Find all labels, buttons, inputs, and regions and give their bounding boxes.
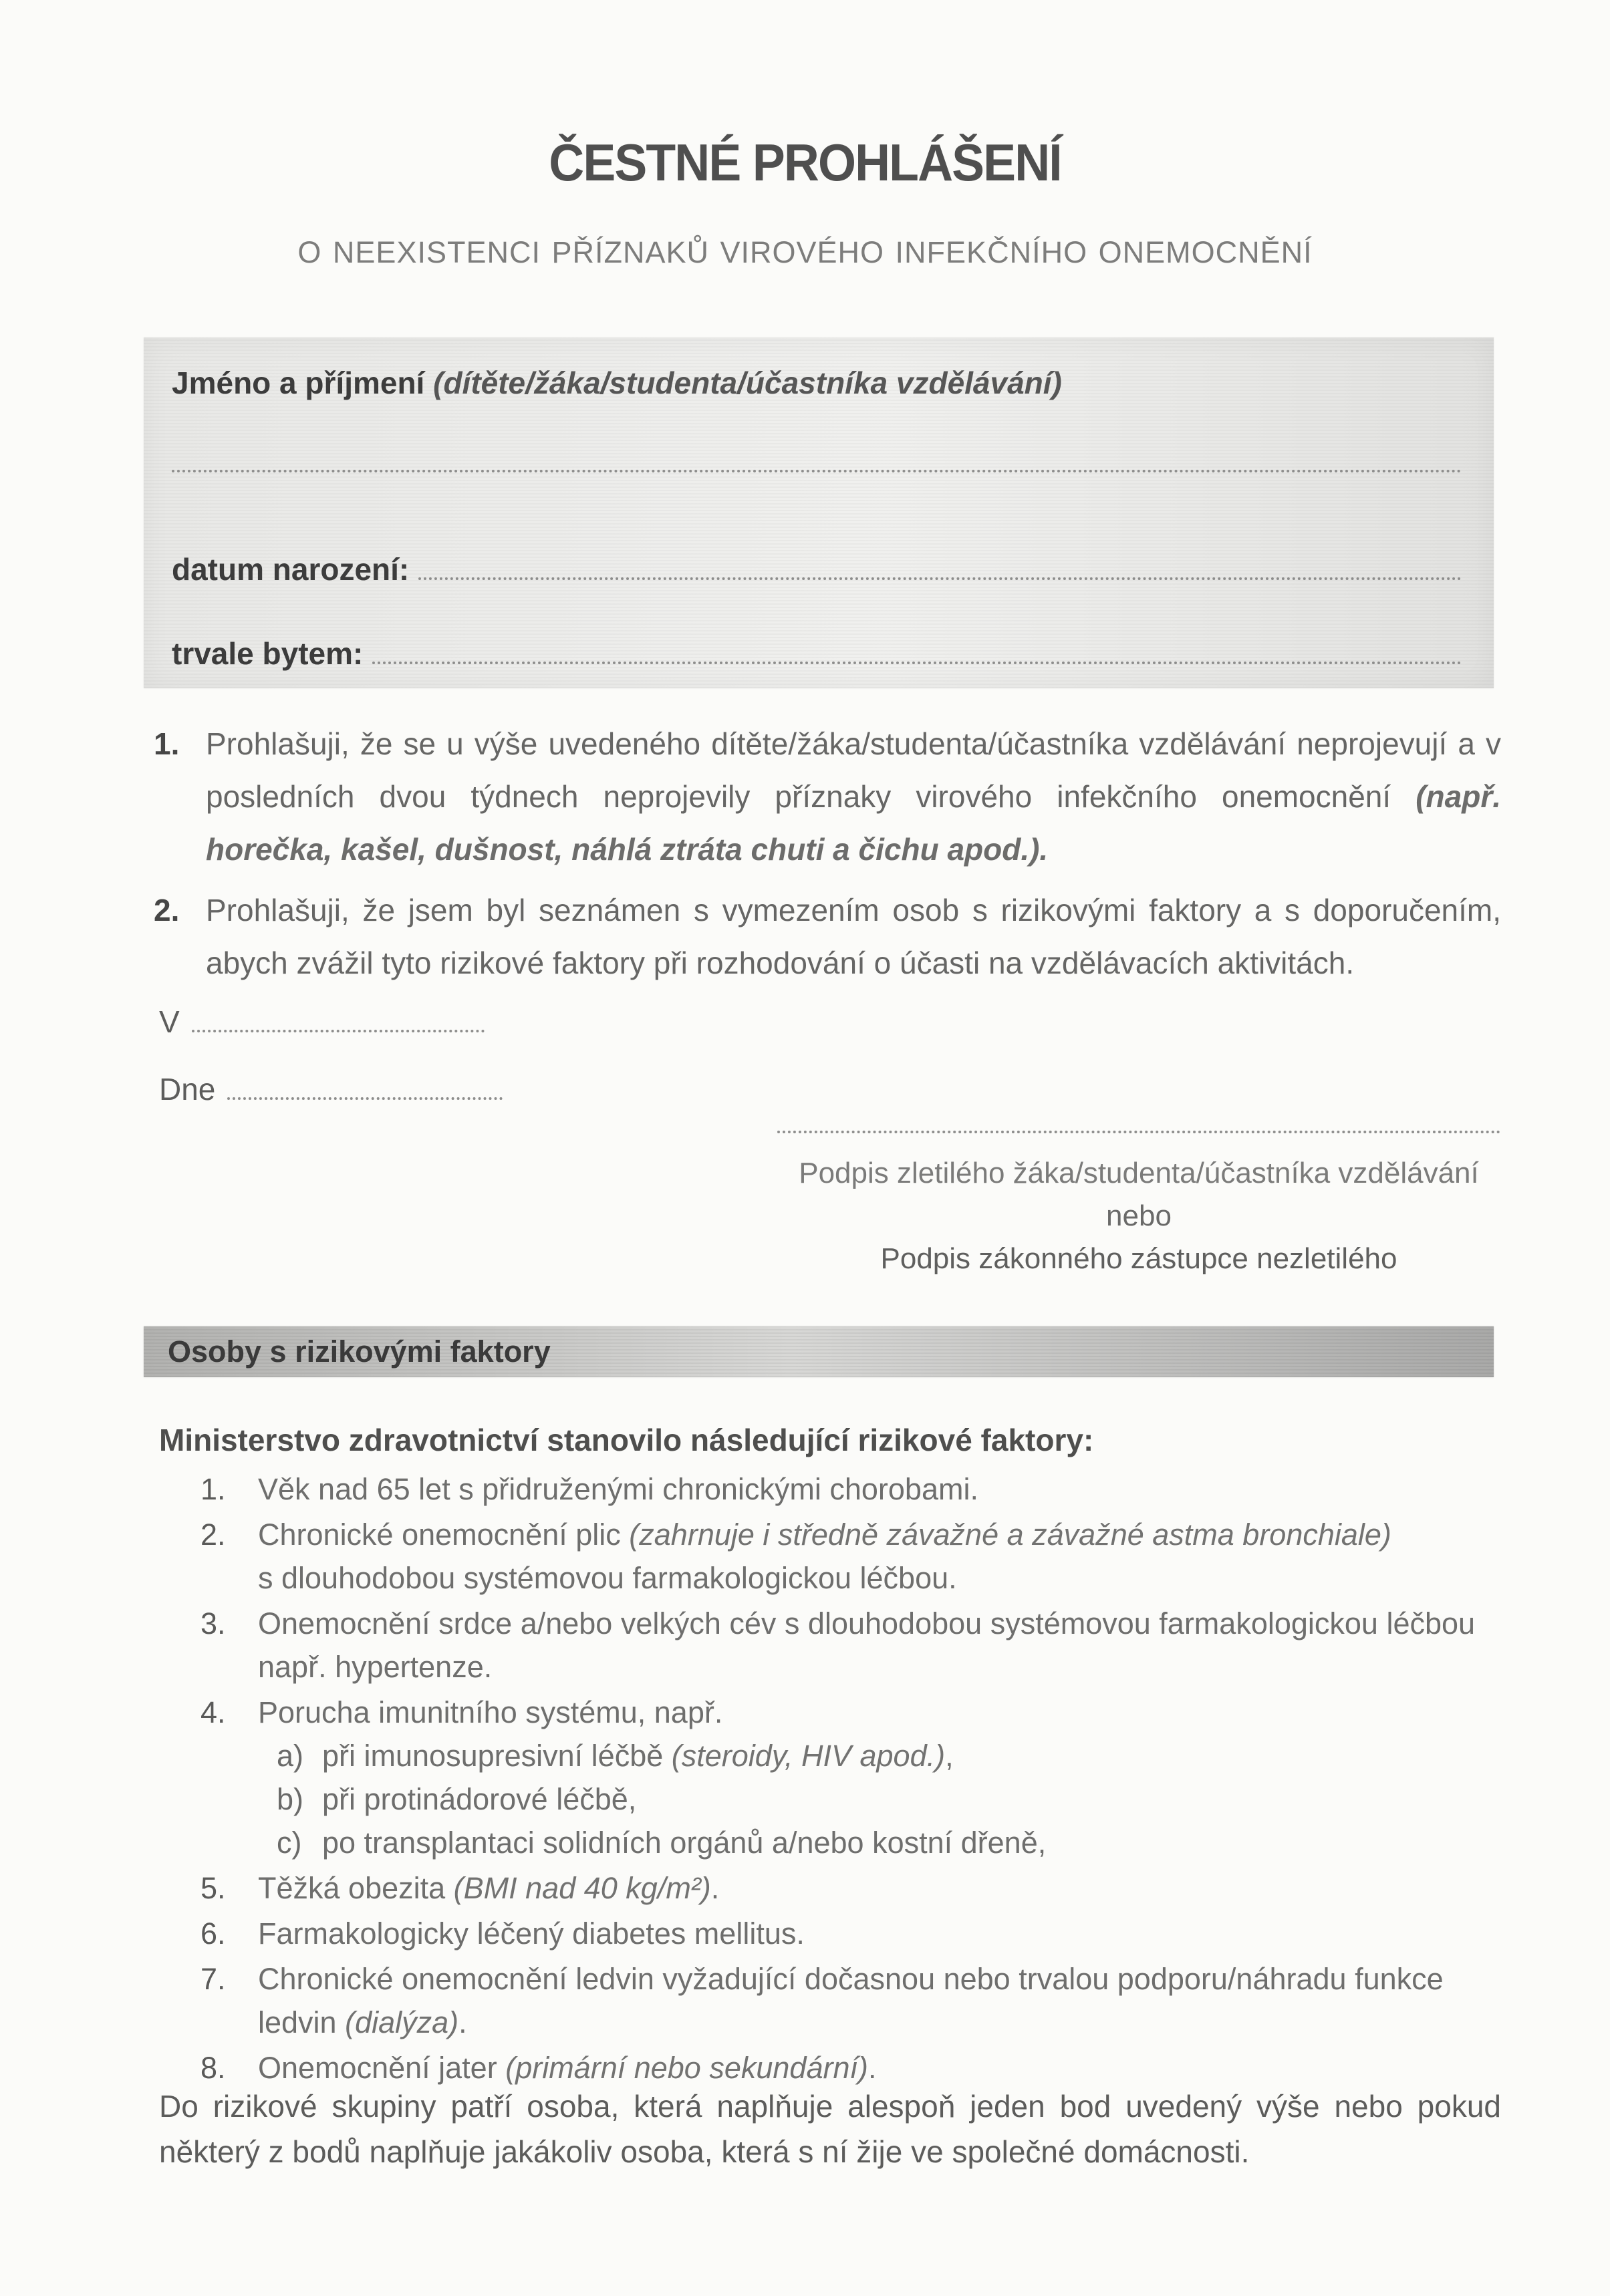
risk-section-header-bar [144, 1326, 1494, 1377]
risk-item-text-cont: např. hypertenze. [258, 1650, 493, 1684]
place-input-line[interactable] [192, 1007, 485, 1032]
risk-item-7 [200, 1957, 1501, 2044]
risk-item-text-cont: . [867, 2051, 877, 2085]
risk-subitem-text-note: (steroidy, HIV apod.) [671, 1739, 946, 1773]
declaration-item-1 [154, 718, 1501, 876]
risk-subitem-text-cont: , [945, 1739, 954, 1773]
page-subtitle: O NEEXISTENCI PŘÍZNAKŮ VIROVÉHO INFEKČNÍHO ONEMOCNĚNÍ [297, 235, 1313, 269]
risk-subitem-text-main: při protinádorové léčbě, [322, 1782, 637, 1816]
risk-item-text-end: . [458, 2005, 467, 2039]
declaration-item-2 [154, 884, 1501, 990]
declaration-text-note: (např. horečka, kašel, dušnost, náhlá ztráta chuti a čichu apod.). [206, 779, 1501, 867]
risk-subitem-text [322, 1821, 1501, 1864]
risk-subitem-text [322, 1777, 1501, 1821]
risk-section-header: Osoby s rizikovými faktory [168, 1334, 551, 1369]
risk-item-2 [200, 1513, 1501, 1600]
date-input-line[interactable] [227, 1074, 503, 1100]
risk-item-text-main: Věk nad 65 let s přidruženými chronickými chorobami. [258, 1472, 978, 1506]
risk-subitem-a [277, 1734, 1501, 1777]
risk-item-text-cont: s dlouhodobou systémovou farmakologickou léčbou. [258, 1561, 957, 1595]
risk-item-text-main: Farmakologicky léčený diabetes mellitus. [258, 1916, 805, 1951]
signature-caption-adult: Podpis zletilého žáka/studenta/účastníka vzdělávání [799, 1157, 1479, 1189]
birth-date-label: datum narození: [172, 552, 410, 587]
declaration-text-main: Prohlašuji, že se u výše uvedeného dítěte/žáka/studenta/účastníka vzdělávání neprojevují a v posledních dvou týdnech neprojevily příznaky virového infekčního onemocnění [206, 726, 1501, 814]
risk-item-number: 8. [200, 2051, 226, 2085]
risk-item-4 [200, 1691, 1501, 1864]
address-input-line[interactable] [372, 637, 1462, 664]
risk-item-text-main: Onemocnění srdce a/nebo velkých cév s dlouhodobou systémovou farmakologickou léčbou [258, 1606, 1476, 1640]
risk-subitem-letter: c) [277, 1826, 302, 1860]
risk-item-number: 5. [200, 1871, 226, 1905]
place-row [159, 1004, 485, 1040]
risk-item-text-cont: ledvin [258, 2005, 346, 2039]
risk-item-text [258, 1513, 1501, 1600]
name-label-row [172, 363, 1462, 403]
risk-item-number: 7. [200, 1962, 226, 1996]
signature-or-label: nebo [1106, 1199, 1172, 1232]
risk-subitem-letter: a) [277, 1739, 304, 1773]
risk-item-1 [200, 1467, 1501, 1511]
risk-item-text-note: (BMI nad 40 kg/m²) [453, 1871, 711, 1905]
risk-group-footer-paragraph: Do rizikové skupiny patří osoba, která naplňuje alespoň jeden bod uvedený výše nebo pokud některý z bodů naplňuje jakákoliv osoba, která s ní žije ve společné domácnosti. [159, 2089, 1501, 2169]
declaration-list [154, 718, 1501, 998]
risk-item-text-main: Chronické onemocnění ledvin vyžadující dočasnou nebo trvalou podporu/náhradu funkce [258, 1962, 1444, 1996]
risk-subitem-text-main: po transplantaci solidních orgánů a/nebo kostní dřeně, [322, 1826, 1047, 1860]
risk-item-text [258, 1691, 1501, 1864]
signature-input-line[interactable] [777, 1124, 1500, 1133]
risk-item-text-main: Chronické onemocnění plic [258, 1518, 630, 1552]
risk-subitem-list [277, 1734, 1501, 1864]
address-label: trvale bytem: [172, 636, 364, 671]
risk-item-text-note: (dialýza) [345, 2005, 459, 2039]
risk-item-text-main: Porucha imunitního systému, např. [258, 1695, 723, 1729]
risk-subitem-b [277, 1777, 1501, 1821]
risk-item-5 [200, 1866, 1501, 1910]
page-title: ČESTNÉ PROHLÁŠENÍ [549, 133, 1061, 192]
place-label: V [159, 1004, 180, 1039]
birth-date-row [172, 551, 1462, 587]
risk-subitem-text-main: při imunosupresivní léčbě [322, 1739, 672, 1773]
birth-date-input-line[interactable] [418, 553, 1462, 580]
risk-item-text-main: Těžká obezita [258, 1871, 454, 1905]
signature-block [777, 1124, 1500, 1280]
risk-item-text-main: Onemocnění jater [258, 2051, 506, 2085]
risk-section-intro: Ministerstvo zdravotnictví stanovilo následující rizikové faktory: [159, 1423, 1094, 1457]
risk-item-text [258, 1866, 1501, 1910]
risk-item-text [258, 1957, 1501, 2044]
declaration-number: 2. [154, 893, 180, 927]
risk-item-3 [200, 1602, 1501, 1689]
risk-factor-list [200, 1467, 1501, 2092]
declaration-text [206, 884, 1501, 990]
risk-item-number: 1. [200, 1472, 226, 1506]
risk-subitem-c [277, 1821, 1501, 1864]
signature-caption-guardian: Podpis zákonného zástupce nezletilého [880, 1242, 1397, 1275]
risk-item-number: 4. [200, 1695, 226, 1729]
risk-item-text-note: (zahrnuje i středně závažné a závažné astma bronchiale) [629, 1518, 1391, 1552]
risk-item-number: 6. [200, 1916, 226, 1951]
declaration-text-main: Prohlašuji, že jsem byl seznámen s vymezením osob s rizikovými faktory a s doporučením, abych zvážil tyto rizikové faktory při rozhodování o účasti na vzdělávacích aktivitách. [206, 893, 1501, 980]
risk-item-text [258, 1602, 1501, 1689]
risk-item-text-note: (primární nebo sekundární) [505, 2051, 868, 2085]
address-row [172, 635, 1462, 672]
risk-item-6 [200, 1912, 1501, 1955]
name-label: Jméno a příjmení [172, 366, 434, 400]
risk-item-text [258, 1912, 1501, 1955]
risk-item-text [258, 1467, 1501, 1511]
personal-info-box [144, 337, 1494, 688]
date-row [159, 1071, 503, 1107]
name-label-note: (dítěte/žáka/studenta/účastníka vzdělávání) [433, 366, 1062, 400]
risk-subitem-letter: b) [277, 1782, 304, 1816]
declaration-number: 1. [154, 726, 180, 761]
risk-subitem-text [322, 1734, 1501, 1777]
name-input-line[interactable] [172, 464, 1462, 472]
risk-item-number: 2. [200, 1518, 226, 1552]
risk-item-number: 3. [200, 1606, 226, 1640]
declaration-text [206, 718, 1501, 876]
date-label: Dne [159, 1072, 216, 1107]
risk-item-text-cont: . [710, 1871, 720, 1905]
